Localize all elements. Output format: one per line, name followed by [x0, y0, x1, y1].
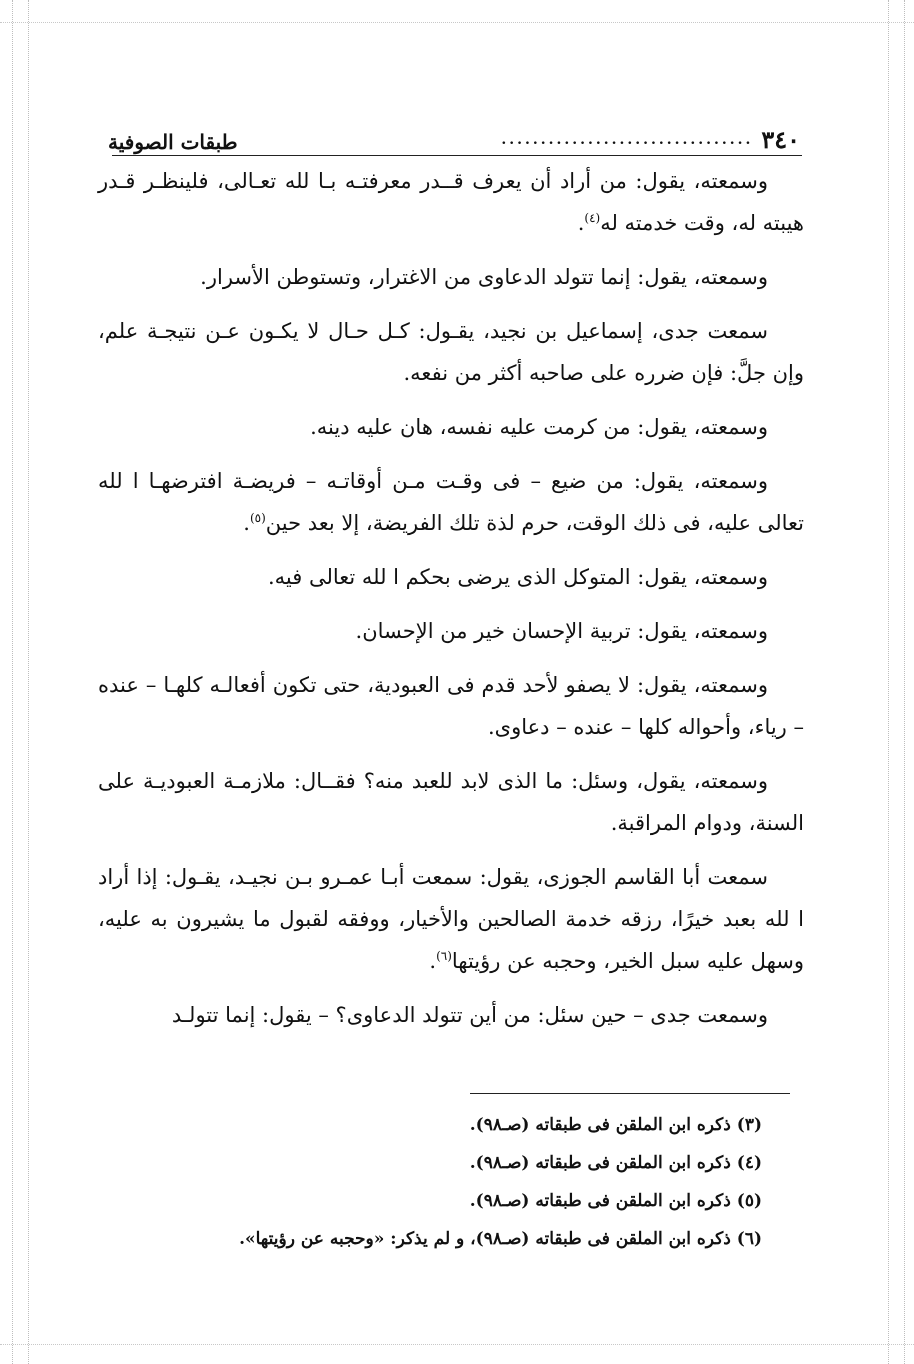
scan-guide-line — [0, 22, 914, 23]
paragraph — [98, 460, 804, 544]
footnotes — [150, 1106, 762, 1258]
footnote-rule — [470, 1093, 790, 1094]
footnote-ref[interactable]: (٦) — [436, 949, 452, 963]
footnote: (٤) ذكره ابن الملقن فى طبقاته (صـ٩٨). — [469, 1153, 762, 1173]
paragraph-tail: . — [243, 511, 250, 535]
paragraph-text: سمعت أبا القاسم الجوزى، يقول: سمعت أبـا عمـرو بـن نجيـد، يقـول: إذا أراد ا لله بعبد خيرًا، رزقه خدمة الصالحين والأخيار، ووفقه لقبول ما يشيرون به عليه، وسهل عليه سبل الخير، وحجبه عن رؤيتها — [98, 865, 804, 973]
header-rule — [112, 155, 802, 156]
paragraph — [98, 406, 804, 448]
paragraph-text: وسمعته، يقول: إنما تتولد الدعاوى من الاغترار، وتستوطن الأسرار. — [200, 265, 768, 289]
paragraph-text: وسمعته، يقول: تربية الإحسان خير من الإحسان. — [355, 619, 768, 643]
scan-guide-line — [888, 0, 889, 1364]
paragraph — [98, 160, 804, 244]
scan-guide-line — [0, 1344, 914, 1345]
running-header — [108, 118, 800, 154]
paragraph-tail: . — [577, 211, 585, 235]
page-number: ٣٤٠ — [761, 125, 800, 154]
paragraph — [98, 664, 804, 748]
paragraph-text: وسمعته، يقول: من ضيع – فى وقـت مـن أوقاتـه – فريضـة افترضهـا ا لله تعالى عليه، فى ذلك الوقت، حرم لذة تلك الفريضة، إلا بعد حين — [98, 469, 804, 535]
scan-guide-line — [904, 0, 905, 1364]
paragraph-text: وسمعته، يقول: من كرمت عليه نفسه، هان عليه دينه. — [310, 415, 768, 439]
book-title: طبقات الصوفية — [108, 130, 238, 154]
footnote: (٦) ذكره ابن الملقن فى طبقاته (صـ٩٨)، و لم يذكر: «وحجبه عن رؤيتها». — [239, 1229, 762, 1249]
paragraph-text: وسمعته، يقول: من أراد أن يعرف قــدر معرفتـه بـا لله تعـالى، فلينظـر قـدر هيبته له، وقت خدمته له — [98, 169, 804, 235]
paragraph — [98, 856, 804, 982]
paragraph-text: وسمعته، يقول، وسئل: ما الذى لابد للعبد منه؟ فقــال: ملازمـة العبوديـة على السنة، ودوام المراقبة. — [98, 769, 804, 835]
paragraph — [98, 760, 804, 844]
paragraph — [98, 310, 804, 394]
header-leader-dots: ................................ — [501, 132, 754, 148]
footnote: (٣) ذكره ابن الملقن فى طبقاته (صـ٩٨). — [469, 1115, 762, 1135]
scan-guide-line — [12, 0, 13, 1364]
paragraph-tail: . — [429, 949, 437, 973]
paragraph — [98, 556, 804, 598]
paragraph — [98, 256, 804, 298]
paragraph-text: وسمعت جدى – حين سئل: من أين تتولد الدعاوى؟ – يقول: إنما تتولـد — [171, 1003, 768, 1027]
paragraph-text: سمعت جدى، إسماعيل بن نجيد، يقـول: كـل حـال لا يكـون عـن نتيجـة علم، وإن جلَّ: فإن ضرره على صاحبه أكثر من نفعه. — [98, 319, 804, 385]
paragraph-text: وسمعته، يقول: لا يصفو لأحد قدم فى العبودية، حتى تكون أفعالـه كلهـا – عنده – رياء، وأحواله كلها – عنده – دعاوى. — [98, 673, 804, 739]
paragraph — [98, 610, 804, 652]
scan-guide-line — [28, 0, 29, 1364]
footnote-ref[interactable]: (٤) — [584, 211, 601, 225]
footnote: (٥) ذكره ابن الملقن فى طبقاته (صـ٩٨). — [469, 1191, 762, 1211]
footnote-ref[interactable]: (٥) — [249, 511, 266, 525]
paragraph-text: وسمعته، يقول: المتوكل الذى يرضى بحكم ا لله تعالى فيه. — [267, 565, 768, 589]
main-text — [98, 160, 804, 1048]
paragraph — [98, 994, 804, 1036]
